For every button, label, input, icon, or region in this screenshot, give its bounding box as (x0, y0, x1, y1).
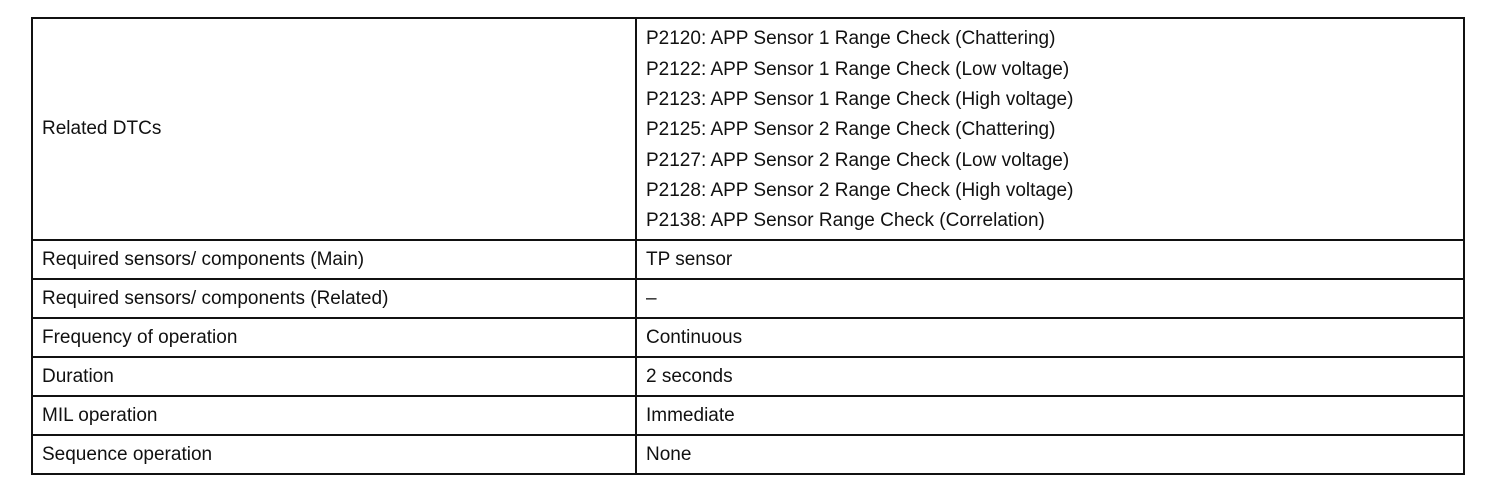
related-dtcs-value (636, 18, 1464, 240)
row-label: Duration (32, 357, 636, 396)
dtc-item: P2138: APP Sensor Range Check (Correlation) (646, 210, 1045, 232)
row-label: Required sensors/ components (Main) (32, 240, 636, 279)
row-label: Sequence operation (32, 435, 636, 474)
row-label: MIL operation (32, 396, 636, 435)
dtc-list (646, 19, 1454, 238)
table-row-frequency (32, 318, 1464, 357)
row-value: Continuous (636, 318, 1464, 357)
dtc-item: P2128: APP Sensor 2 Range Check (High voltage) (646, 179, 1074, 201)
table-row-sequence-operation (32, 435, 1464, 474)
monitor-spec-table (31, 17, 1465, 475)
row-label: Frequency of operation (32, 318, 636, 357)
row-value: Immediate (636, 396, 1464, 435)
dtc-item: P2123: APP Sensor 1 Range Check (High voltage) (646, 89, 1074, 111)
dtc-item: P2120: APP Sensor 1 Range Check (Chattering) (646, 28, 1056, 50)
row-value: TP sensor (636, 240, 1464, 279)
table-row-duration (32, 357, 1464, 396)
dtc-item: P2127: APP Sensor 2 Range Check (Low voltage) (646, 149, 1070, 171)
related-dtcs-label: Related DTCs (32, 18, 636, 240)
dtc-item: P2125: APP Sensor 2 Range Check (Chattering) (646, 119, 1056, 141)
table-row-related-dtcs (32, 18, 1464, 240)
row-value: None (636, 435, 1464, 474)
row-value: – (636, 279, 1464, 318)
table-row-required-main (32, 240, 1464, 279)
dtc-item: P2122: APP Sensor 1 Range Check (Low voltage) (646, 58, 1070, 80)
row-value: 2 seconds (636, 357, 1464, 396)
table-row-mil-operation (32, 396, 1464, 435)
row-label: Required sensors/ components (Related) (32, 279, 636, 318)
table-row-required-related (32, 279, 1464, 318)
